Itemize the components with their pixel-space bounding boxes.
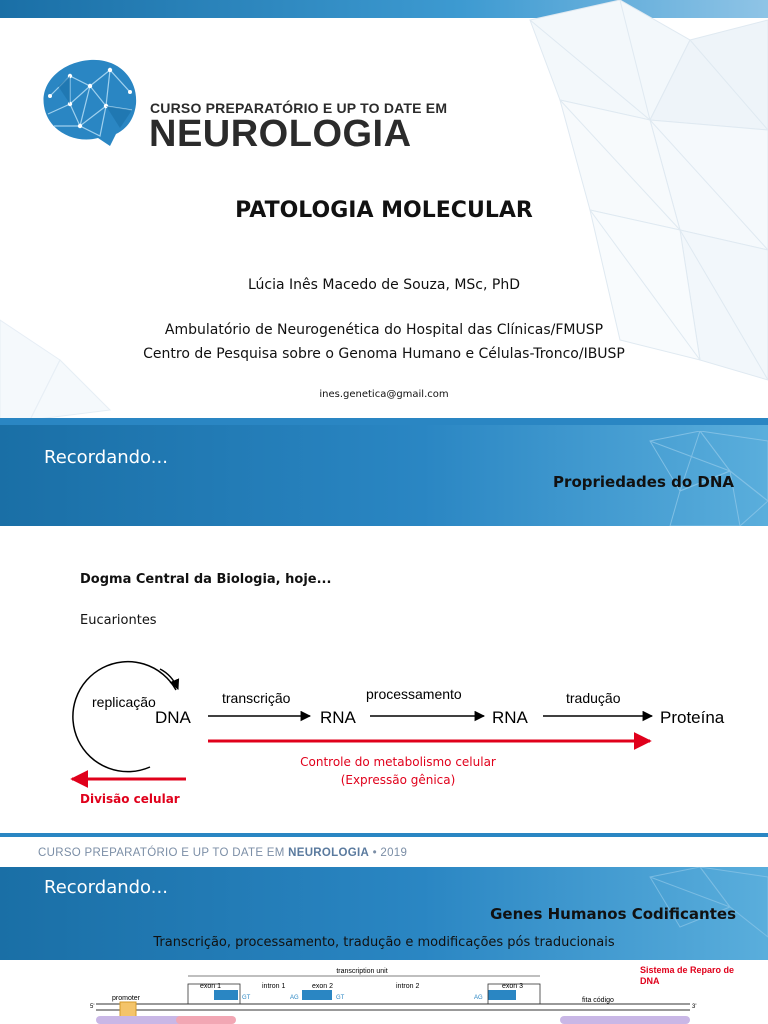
- footer-suffix: • 2019: [369, 847, 408, 859]
- eucariontes-label: Eucariontes: [80, 613, 157, 628]
- slide-subtitle: Transcrição, processamento, tradução e modificações pós traducionais: [153, 935, 615, 950]
- ag2-label: AG: [474, 995, 483, 1001]
- brand-subtitle: CURSO PREPARATÓRIO E UP TO DATE EM: [150, 100, 448, 116]
- proteina-label: Proteína: [660, 708, 725, 727]
- mrna-bar: [176, 1016, 236, 1024]
- exon1-label: exon 1: [200, 983, 222, 990]
- affiliation-2: Centro de Pesquisa sobre o Genoma Humano e Células-Tronco/IBUSP: [143, 346, 625, 362]
- header-right-text: Genes Humanos Codificantes: [490, 905, 736, 923]
- footer-bold: NEUROLOGIA: [288, 847, 370, 859]
- course-footer-text: [38, 847, 407, 859]
- gt1-label: GT: [242, 995, 251, 1001]
- bottom-band: [0, 418, 768, 425]
- central-dogma-diagram: [0, 655, 768, 835]
- traducao-label: tradução: [566, 690, 621, 706]
- exon3-box: [488, 990, 516, 1000]
- controle-label: Controle do metabolismo celular: [300, 755, 496, 769]
- expressao-label: (Expressão gênica): [340, 773, 456, 787]
- exon2-box: [302, 990, 332, 1000]
- coding-genes-slide: [0, 867, 768, 1024]
- rna-label-1: RNA: [320, 708, 356, 727]
- slide-header: [0, 425, 768, 526]
- header-left-text: Recordando...: [44, 877, 168, 898]
- divisao-label: Divisão celular: [80, 792, 180, 806]
- replicacao-label: replicação: [92, 694, 156, 710]
- template-strand-bar-right: [560, 1016, 690, 1024]
- processamento-label: processamento: [366, 686, 462, 702]
- gt2-label: GT: [336, 995, 345, 1001]
- author-email: ines.genetica@gmail.com: [319, 389, 449, 400]
- header-left-text: Recordando...: [44, 447, 168, 468]
- affiliation-1: Ambulatório de Neurogenética do Hospital das Clínicas/FMUSP: [164, 322, 604, 338]
- author-name: Lúcia Inês Macedo de Souza, MSc, PhD: [247, 277, 521, 293]
- brain-logo-icon: [40, 56, 140, 148]
- rna-label-2: RNA: [492, 708, 528, 727]
- repair-system-label: Sistema de Reparo de DNA: [640, 965, 735, 986]
- exon1-box: [214, 990, 238, 1000]
- five-prime-label: 5': [90, 1004, 95, 1010]
- ag1-label: AG: [290, 995, 299, 1001]
- title-slide: [0, 0, 768, 425]
- dogma-heading: Dogma Central da Biologia, hoje...: [80, 572, 332, 587]
- exon3-label: exon 3: [502, 983, 524, 990]
- dna-properties-slide: [0, 425, 768, 837]
- dna-label: DNA: [155, 708, 191, 727]
- exon2-label: exon 2: [312, 983, 334, 990]
- footer-prefix: CURSO PREPARATÓRIO E UP TO DATE EM: [38, 847, 289, 859]
- brand-title: NEUROLOGIA: [149, 113, 412, 155]
- slide-title: PATOLOGIA MOLECULAR: [235, 198, 533, 223]
- transcricao-label: transcrição: [222, 690, 291, 706]
- intron2-label: intron 2: [396, 983, 420, 990]
- three-prime-label: 3': [692, 1004, 697, 1010]
- promoter-label: promoter: [112, 995, 141, 1002]
- intron1-label: intron 1: [262, 983, 286, 990]
- header-right-text: Propriedades do DNA: [553, 473, 734, 491]
- transcription-unit-label: transcription unit: [336, 968, 388, 975]
- fita-codigo-label: fita código: [582, 997, 614, 1004]
